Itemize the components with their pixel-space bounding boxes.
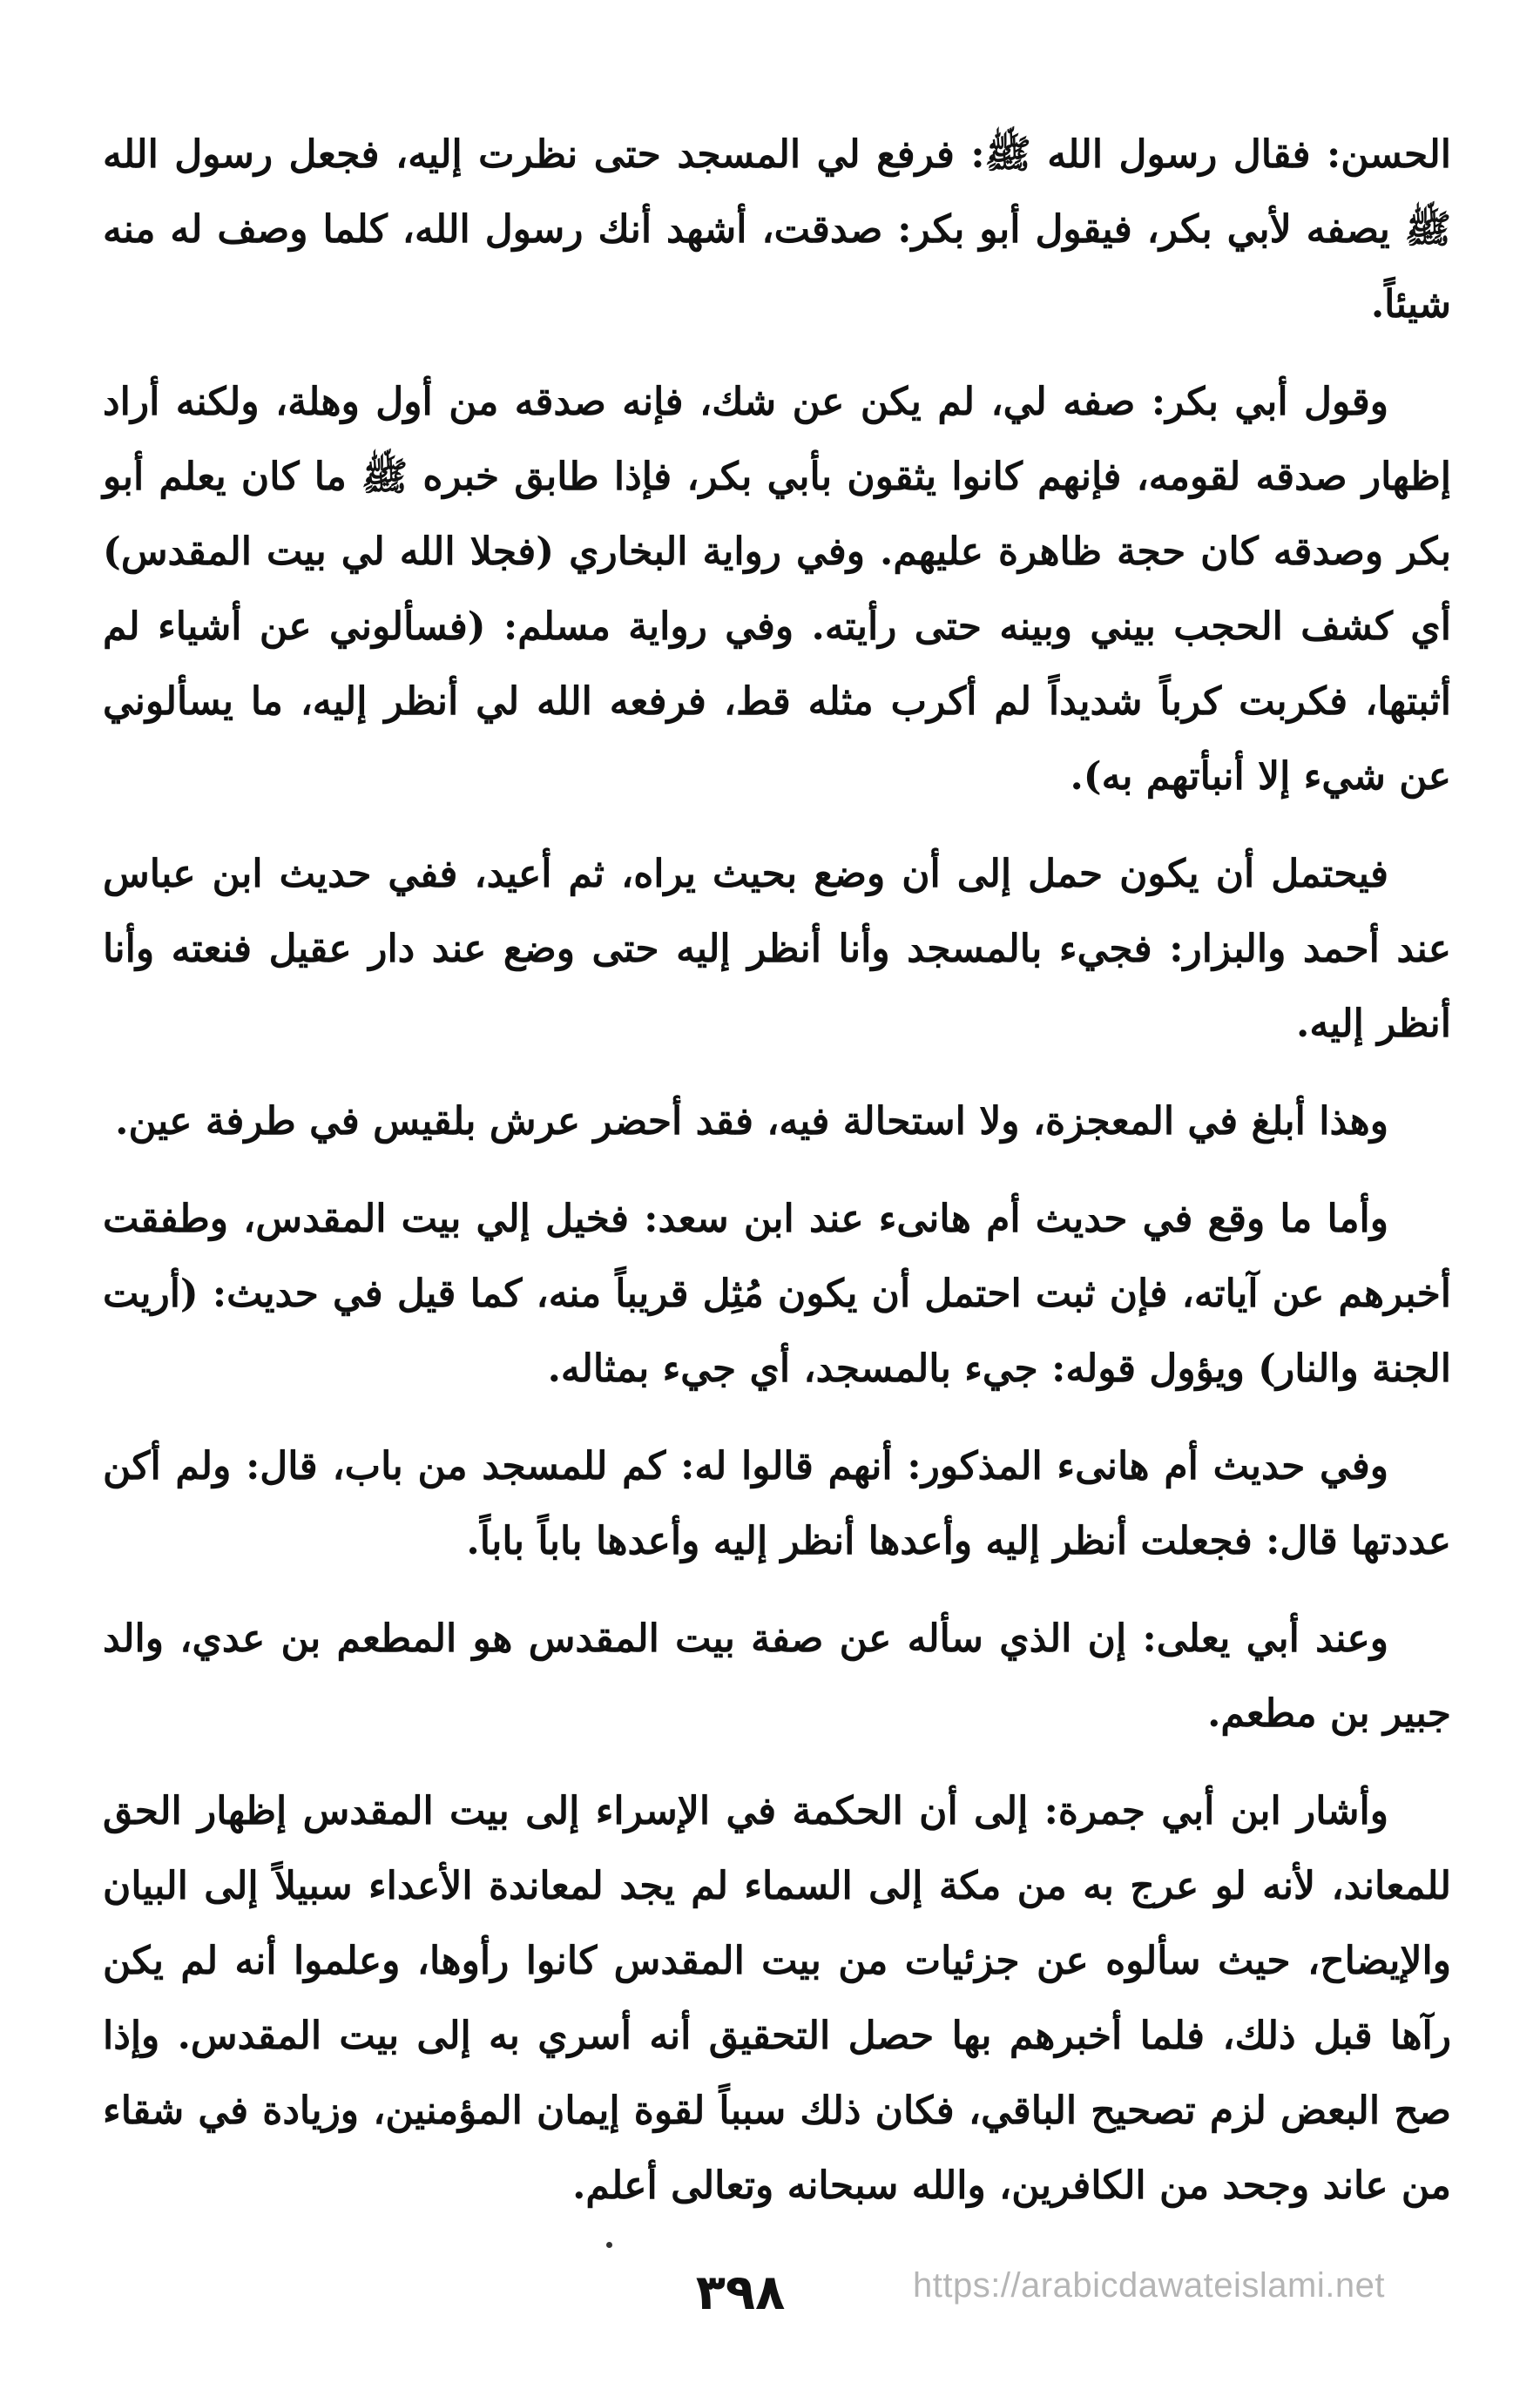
paragraph-5: وأما ما وقع في حديث أم هانىء عند ابن سعد: فخيل إلي بيت المقدس، وطفقت أخبرهم عن آياته، فإن ثبت احتمل أن يكون مُثِل قريباً منه، كما قيل في حديث: (أريت الجنة والنار) ويؤول قوله: جيء بالمسجد، أي جيء بمثاله. [103, 1197, 1452, 1391]
paragraph-4: وهذا أبلغ في المعجزة، ولا استحالة فيه، فقد أحضر عرش بلقيس في طرفة عين. [115, 1099, 1388, 1144]
paragraph-7: وعند أبي يعلى: إن الذي سأله عن صفة بيت المقدس هو المطعم بن عدي، والد جبير بن مطعم. [103, 1617, 1451, 1736]
stray-dot [606, 2242, 612, 2248]
body-text [103, 118, 1451, 2224]
paragraph-6: وفي حديث أم هانىء المذكور: أنهم قالوا له: كم للمسجد من باب، قال: ولم أكن عددتها قال: فجعلت أنظر إليه وأعدها أنظر إليه وأعدها باباً باباً. [103, 1444, 1451, 1563]
paragraph-8: وأشار ابن أبي جمرة: إلى أن الحكمة في الإسراء إلى بيت المقدس إظهار الحق للمعاند، لأنه لو عرج به من مكة إلى السماء لم يجد لمعاندة الأعداء سبيلاً إلى البيان والإيضاح، حيث سألوه عن جزئيات من بيت المقدس كانوا رأوها، وعلموا أنه لم يكن رآها قبل ذلك، فلما أخبرهم بها حصل التحقيق أنه أسري به إلى بيت المقدس. وإذا صح البعض لزم تصحيح الباقي، فكان ذلك سبباً لقوة إيمان المؤمنين، وزيادة في شقاء من عاند وجحد من الكافرين، والله سبحانه وتعالى أعلم. [103, 1789, 1451, 2208]
paragraph-1: الحسن: فقال رسول الله ﷺ: فرفع لي المسجد حتى نظرت إليه، فجعل رسول الله ﷺ يصفه لأبي بكر، فيقول أبو بكر: صدقت، أشهد أنك رسول الله، كلما وصف له منه شيئاً. [103, 132, 1451, 327]
watermark-url: https://arabicdawateislami.net [913, 2266, 1385, 2305]
paragraph-3: فيحتمل أن يكون حمل إلى أن وضع بحيث يراه، ثم أعيد، ففي حديث ابن عباس عند أحمد والبزار: فجيء بالمسجد وأنا أنظر إليه حتى وضع عند دار عقيل فنعته وأنا أنظر إليه. [103, 852, 1451, 1046]
page-number: ٣٩٨ [695, 2265, 786, 2321]
paragraph-2: وقول أبي بكر: صفه لي، لم يكن عن شك، فإنه صدقه من أول وهلة، ولكنه أراد إظهار صدقه لقومه، فإنهم كانوا يثقون بأبي بكر، فإذا طابق خبره ﷺ ما كان يعلم أبو بكر وصدقه كان حجة ظاهرة عليهم. وفي رواية البخاري (فجلا الله لي بيت المقدس) أي كشف الحجب بيني وبينه حتى رأيته. وفي رواية مسلم: (فسألوني عن أشياء لم أثبتها، فكربت كرباً شديداً لم أكرب مثله قط، فرفعه الله لي أنظر إليه، ما يسألوني عن شيء إلا أنبأتهم به). [103, 380, 1451, 799]
